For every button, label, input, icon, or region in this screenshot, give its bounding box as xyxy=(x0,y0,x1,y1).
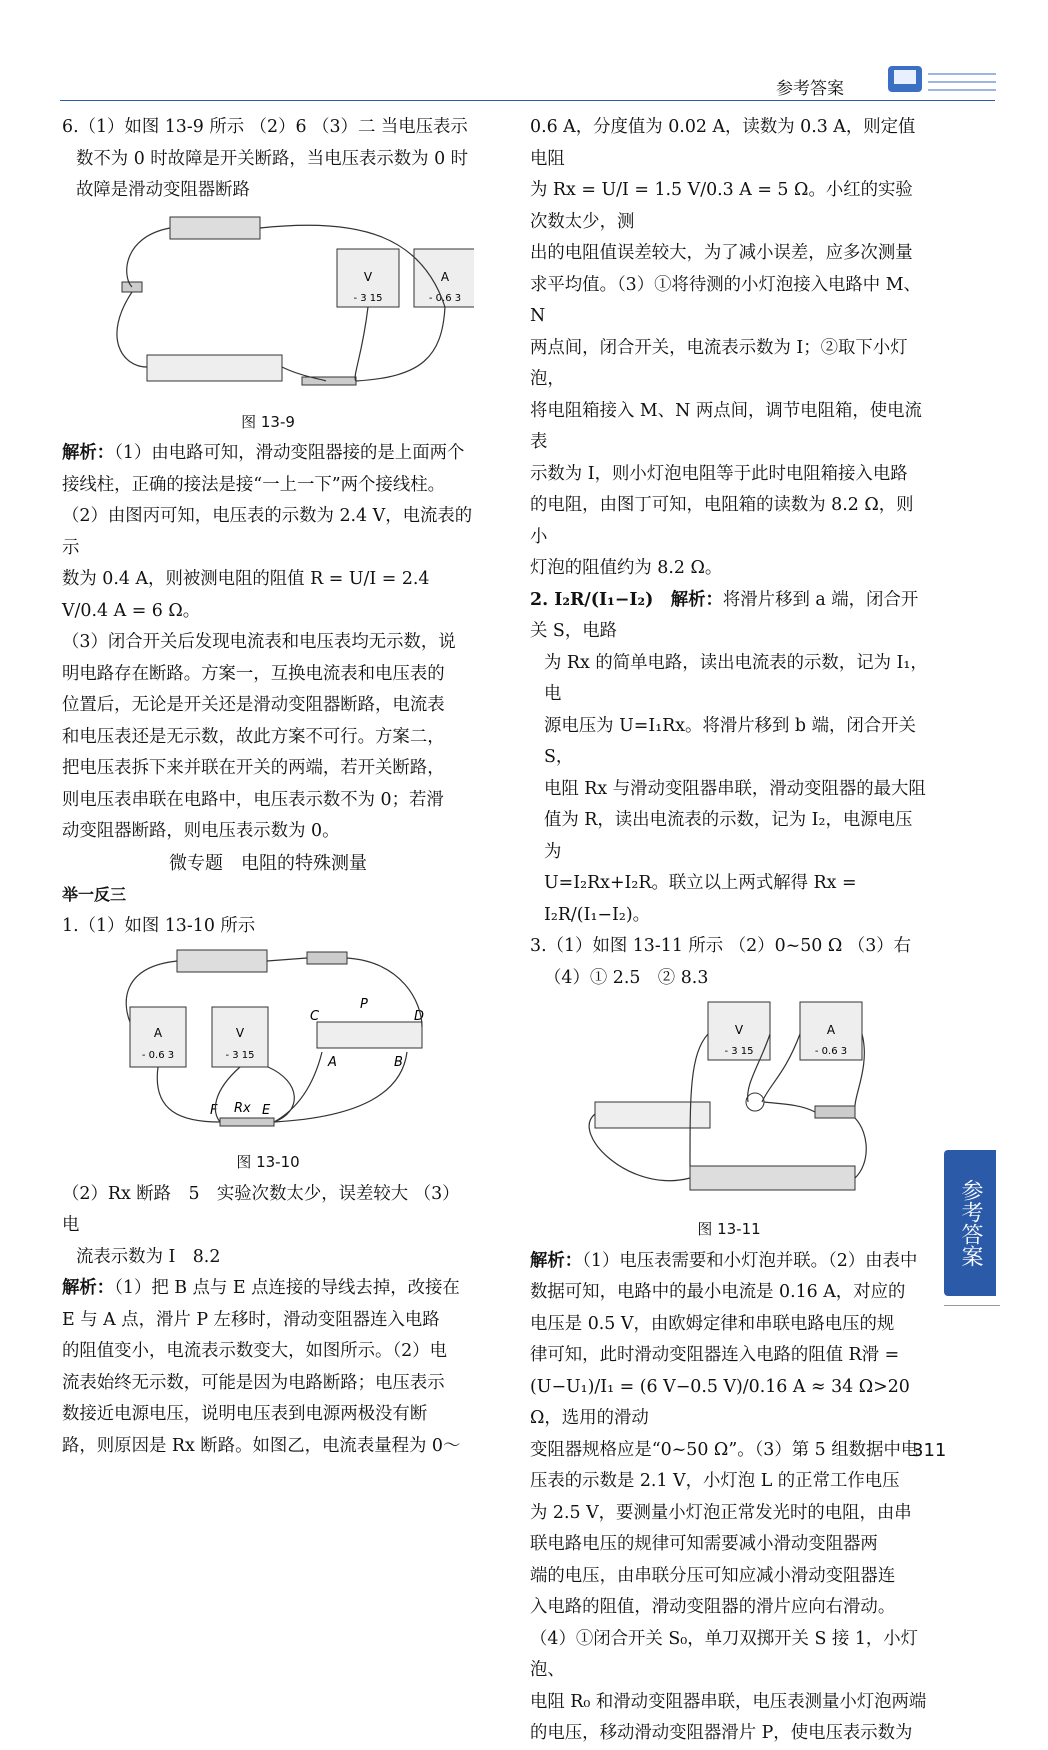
analysis-1-line-f: 明电路存在断路。方案一，互换电流表和电压表的 xyxy=(62,663,445,684)
header-decoration xyxy=(868,60,998,104)
analysis-1-line-j: 则电压表串联在电路中，电压表示数不为 0；若滑 xyxy=(62,789,444,810)
voltmeter-label: V xyxy=(363,269,373,284)
q6-line-1: 6.（1）如图 13-9 所示 （2）6 （3）二 当电压表示 xyxy=(62,117,468,137)
q2-line-f: U=I₂Rx+I₂R。联立以上两式解得 Rx = I₂R/(I₁−I₂)。 xyxy=(544,873,857,925)
right-line-9: 灯泡的阻值约为 8.2 Ω。 xyxy=(530,558,723,578)
q2-line-a: 将滑片移到 a 端，闭合开关 S，电路 xyxy=(530,589,919,641)
q2-line-d: 电阻 Rx 与滑动变阻器串联，滑动变阻器的最大阻 xyxy=(544,778,926,799)
voltmeter-label-3: V xyxy=(734,1023,744,1037)
q2-line-e: 值为 R，读出电流表的示数，记为 I₂，电源电压为 xyxy=(544,810,913,862)
analysis-1-line-e: （3）闭合开关后发现电流表和电压表均无示数，说 xyxy=(62,632,456,652)
analysis-3-line-d: 律可知，此时滑动变阻器连入电路的阻值 R滑 = xyxy=(530,1345,900,1365)
side-rule xyxy=(944,1305,1000,1306)
ammeter-label-3: A xyxy=(826,1023,836,1037)
figure-13-11-caption: 图 13-11 xyxy=(697,1220,761,1238)
analysis-1-line-k: 动变阻器断路，则电压表示数为 0。 xyxy=(62,821,340,841)
analysis-2-line-c: 的阻值变小，电流表示数变大，如图所示。（2）电 xyxy=(62,1341,447,1361)
right-line-2: 为 Rx = U/I = 1.5 V/0.3 A = 5 Ω。小红的实验次数太少，测 xyxy=(530,180,913,232)
analysis-3-line-h: 为 2.5 V，要测量小灯泡正常发光时的电阻，由串 xyxy=(530,1502,912,1523)
analysis-label-2: 解析： xyxy=(62,1278,115,1298)
analysis-3-line-f: 变阻器规格应是“0~50 Ω”。（3）第 5 组数据中电 xyxy=(530,1439,919,1460)
right-line-7: 示数为 I，则小灯泡电阻等于此时电阻箱接入电路 xyxy=(530,463,908,484)
analysis-3-line-e: (U−U₁)/I₁ = (6 V−0.5 V)/0.16 A ≈ 34 Ω>20 Ω，选用的滑动 xyxy=(530,1376,910,1428)
label-A: A xyxy=(328,1055,337,1070)
q1-line-2: （2）Rx 断路 5 实验次数太少，误差较大 （3）电 xyxy=(62,1183,460,1235)
ammeter-range: - 0.6 3 xyxy=(428,292,462,304)
analysis-2-line-d: 流表始终无示数，可能是因为电路断路；电压表示 xyxy=(62,1372,445,1393)
ammeter-label-2: A xyxy=(153,1026,163,1040)
analysis-3-line-i: 联电路电压的规律可知需要减小滑动变阻器两 xyxy=(530,1534,878,1554)
analysis-1-line-b: 接线柱，正确的接法是接“一上一下”两个接线柱。 xyxy=(62,474,445,495)
right-line-1: 0.6 A，分度值为 0.02 A，读数为 0.3 A，则定值电阻 xyxy=(530,117,916,169)
label-P: P xyxy=(360,997,368,1012)
analysis-2-line-e: 数接近电源电压，说明电压表到电源两极没有断 xyxy=(62,1404,428,1424)
q1-line-1: 1.（1）如图 13-10 所示 xyxy=(62,915,256,936)
q1-line-3: 流表示数为 I 8.2 xyxy=(76,1246,221,1267)
label-E: E xyxy=(262,1103,271,1118)
figure-13-9-caption: 图 13-9 xyxy=(241,412,295,431)
analysis-3-line-j: 端的电压，由串联分压可知应减小滑动变阻器连 xyxy=(530,1565,896,1586)
label-B: B xyxy=(394,1055,403,1070)
q3-line-2: （4）① 2.5 ② 8.3 xyxy=(544,967,709,988)
voltmeter-range-3: - 3 15 xyxy=(724,1046,754,1057)
figure-13-10-caption: 图 13-10 xyxy=(236,1153,300,1171)
analysis-3-line-n: 的电压，移动滑动变阻器滑片 P，使电压表示数为 xyxy=(530,1723,913,1743)
label-Rx: Rx xyxy=(234,1101,251,1116)
q2-line-c: 源电压为 U=I₁Rx。将滑片移到 b 端，闭合开关 S， xyxy=(544,715,916,767)
label-D: D xyxy=(414,1009,425,1024)
analysis-1-line-h: 和电压表还是无示数，故此方案不可行。方案二， xyxy=(62,726,445,747)
page-number: 311 xyxy=(912,1440,947,1461)
voltmeter-label-2: V xyxy=(235,1026,245,1040)
voltmeter-range-2: - 3 15 xyxy=(225,1050,255,1061)
analysis-3-line-a: （1）电压表需要和小灯泡并联。（2）由表中 xyxy=(582,1250,918,1271)
right-line-6: 将电阻箱接入 M、N 两点间，调节电阻箱，使电流表 xyxy=(530,400,922,452)
right-line-8: 的电阻，由图丁可知，电阻箱的读数为 8.2 Ω，则小 xyxy=(530,495,914,547)
figure-13-9 xyxy=(62,207,474,407)
header-rule xyxy=(60,100,995,101)
analysis-3-line-k: 入电路的阻值，滑动变阻器的滑片应向右滑动。 xyxy=(530,1597,896,1617)
analysis-label-3: 解析： xyxy=(670,589,723,610)
subsection-title: 举一反三 xyxy=(62,885,127,904)
right-line-3: 出的电阻值误差较大，为了减小误差，应多次测量 xyxy=(530,243,913,263)
ammeter-range-3: - 0.6 3 xyxy=(814,1046,848,1057)
voltmeter-range: - 3 15 xyxy=(353,292,383,304)
analysis-2-line-a: （1）把 B 点与 E 点连接的导线去掉，改接在 xyxy=(114,1278,460,1298)
section-title: 微专题 电阻的特殊测量 xyxy=(169,852,367,874)
figure-13-11 xyxy=(530,994,928,1214)
side-tab-answers: 参考答案 xyxy=(944,1150,996,1296)
ammeter-label: A xyxy=(440,269,450,284)
analysis-1-line-d: 数为 0.4 A，则被测电阻的阻值 R = U/I = 2.4 V/0.4 A = 6 Ω。 xyxy=(62,569,430,621)
analysis-2-line-f: 路，则原因是 Rx 断路。如图乙，电流表量程为 0～ xyxy=(62,1435,461,1456)
header-title: 参考答案 xyxy=(776,79,844,99)
analysis-3-line-m: 电阻 R₀ 和滑动变阻器串联，电压表测量小灯泡两端 xyxy=(530,1691,927,1712)
analysis-2-line-b: E 与 A 点，滑片 P 左移时，滑动变阻器连入电路 xyxy=(62,1309,440,1330)
analysis-3-line-g: 压表的示数是 2.1 V，小灯泡 L 的正常工作电压 xyxy=(530,1471,900,1491)
label-C: C xyxy=(310,1009,320,1024)
analysis-3-line-b: 数据可知，电路中的最小电流是 0.16 A，对应的 xyxy=(530,1282,906,1302)
ammeter-range-2: - 0.6 3 xyxy=(141,1050,175,1061)
right-line-5: 两点间，闭合开关，电流表示数为 I；②取下小灯泡， xyxy=(530,337,908,389)
q6-line-2: 数不为 0 时故障是开关断路，当电压表示数为 0 时 xyxy=(76,148,469,169)
analysis-label: 解析： xyxy=(62,443,115,463)
q2-answer: 2. I₂R/(I₁−I₂) xyxy=(530,589,654,610)
analysis-1-line-c: （2）由图丙可知，电压表的示数为 2.4 V，电流表的示 xyxy=(62,506,473,558)
label-F: F xyxy=(210,1103,218,1118)
right-line-4: 求平均值。（3）①将待测的小灯泡接入电路中 M、N xyxy=(530,274,921,326)
figure-13-10 xyxy=(62,942,474,1147)
right-column xyxy=(530,112,928,1750)
left-column xyxy=(62,112,474,1462)
analysis-3-line-c: 电压是 0.5 V，由欧姆定律和串联电路电压的规 xyxy=(530,1313,895,1334)
analysis-label-4: 解析： xyxy=(530,1250,583,1271)
q2-line-b: 为 Rx 的简单电路，读出电流表的示数，记为 I₁，电 xyxy=(544,652,928,704)
analysis-3-line-l: （4）①闭合开关 S₀，单刀双掷开关 S 接 1，小灯泡、 xyxy=(530,1628,919,1680)
analysis-1-line-a: （1）由电路可知，滑动变阻器接的是上面两个 xyxy=(114,443,465,463)
analysis-1-line-g: 位置后，无论是开关还是滑动变阻器断路，电流表 xyxy=(62,695,445,715)
q3-line-1: 3.（1）如图 13-11 所示 （2）0~50 Ω （3）右 xyxy=(530,936,912,956)
analysis-1-line-i: 把电压表拆下来并联在开关的两端，若开关断路， xyxy=(62,758,445,778)
q6-line-3: 故障是滑动变阻器断路 xyxy=(76,180,250,200)
